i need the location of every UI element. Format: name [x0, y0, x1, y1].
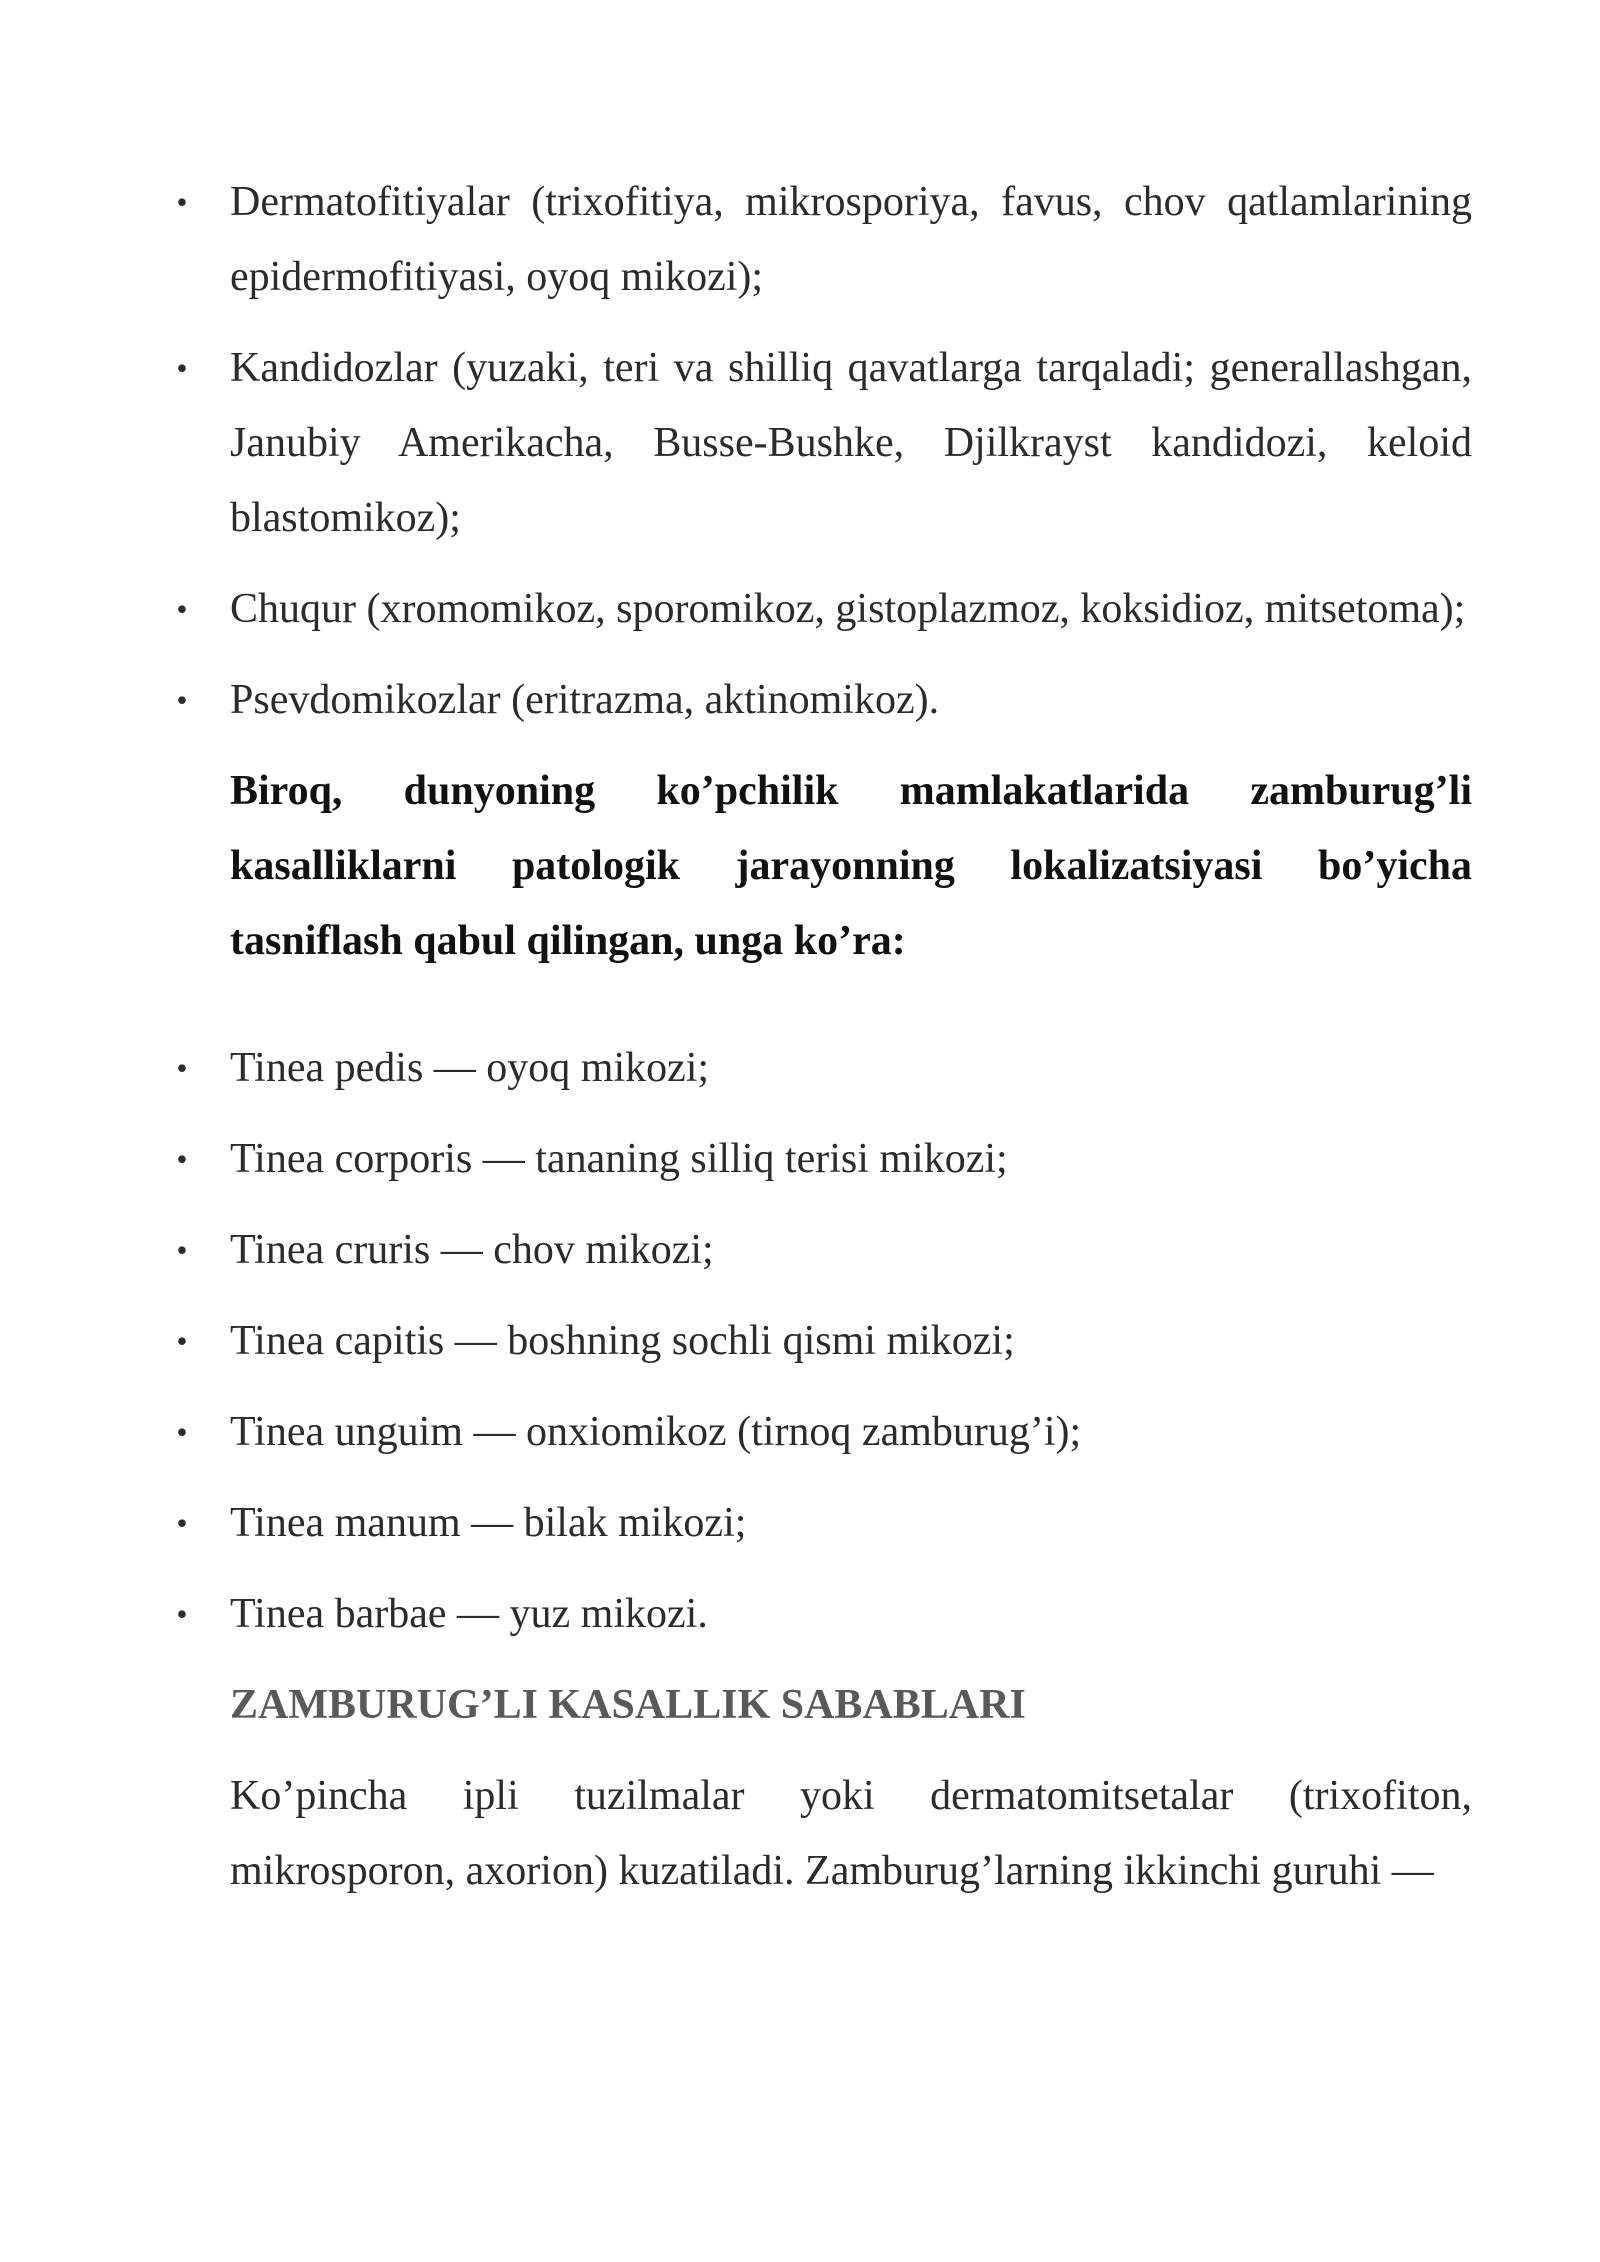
list-item-text: Tinea unguim — onxiomikoz (tirnoq zamburug’i); — [230, 1409, 1082, 1455]
bullet-icon: • — [176, 350, 188, 386]
bullet-icon: • — [176, 682, 188, 718]
list-item — [176, 572, 1472, 647]
bullet-icon: • — [176, 1050, 188, 1086]
list-item — [176, 1213, 1472, 1288]
bold-paragraph: Biroq, dunyoning ko’pchilik mamlakatlarida zamburug’li kasalliklarni patologik jarayonning lokalizatsiyasi bo’yicha tasniflash qabul qilingan, unga ko’ra: — [230, 768, 1472, 964]
list-item — [176, 1486, 1472, 1561]
list-item-text: Tinea corporis — tananing silliq terisi mikozi; — [230, 1136, 1008, 1182]
bullet-icon: • — [176, 1232, 188, 1268]
list-item — [176, 1122, 1472, 1197]
bullet-icon: • — [176, 1141, 188, 1177]
classification-list — [176, 165, 1472, 738]
list-item — [176, 1395, 1472, 1470]
bullet-icon: • — [176, 1414, 188, 1450]
list-item — [176, 331, 1472, 556]
list-item — [176, 663, 1472, 738]
list-item — [176, 165, 1472, 315]
list-item — [176, 1031, 1472, 1106]
list-item-text: Tinea cruris — chov mikozi; — [230, 1227, 714, 1273]
bullet-icon: • — [176, 1323, 188, 1359]
list-item — [176, 1304, 1472, 1379]
body-paragraph: Ko’pincha ipli tuzilmalar yoki dermatomitsetalar (trixofiton, mikrosporon, axorion) kuzatiladi. Zamburug’larning ikkinchi guruhi — — [230, 1773, 1472, 1894]
list-item-text: Tinea capitis — boshning sochli qismi mikozi; — [230, 1318, 1015, 1364]
bullet-icon: • — [176, 591, 188, 627]
section-heading: ZAMBURUG’LI KASALLIK SABABLARI — [230, 1682, 1026, 1728]
list-item-text: Tinea barbae — yuz mikozi. — [230, 1591, 708, 1637]
document-content — [176, 165, 1472, 1909]
list-item-text: Tinea manum — bilak mikozi; — [230, 1500, 747, 1546]
list-item-text: Kandidozlar (yuzaki, teri va shilliq qavatlarga tarqaladi; generallashgan, Janubiy Amerikacha, Busse-Bushke, Djilkrayst kandidozi, keloid blastomikoz); — [230, 345, 1472, 541]
bullet-icon: • — [176, 1505, 188, 1541]
list-item-text: Dermatofitiyalar (trixofitiya, mikrosporiya, favus, chov qatlamlarining epidermofitiyasi, oyoq mikozi); — [230, 179, 1472, 300]
list-item-text: Chuqur (xromomikoz, sporomikoz, gistoplazmoz, koksidioz, mitsetoma); — [230, 586, 1466, 632]
list-item-text: Psevdomikozlar (eritrazma, aktinomikoz). — [230, 677, 940, 723]
list-item — [176, 1577, 1472, 1652]
tinea-list — [176, 1031, 1472, 1652]
bullet-icon: • — [176, 184, 188, 220]
list-item-text: Tinea pedis — oyoq mikozi; — [230, 1045, 710, 1091]
bullet-icon: • — [176, 1596, 188, 1632]
